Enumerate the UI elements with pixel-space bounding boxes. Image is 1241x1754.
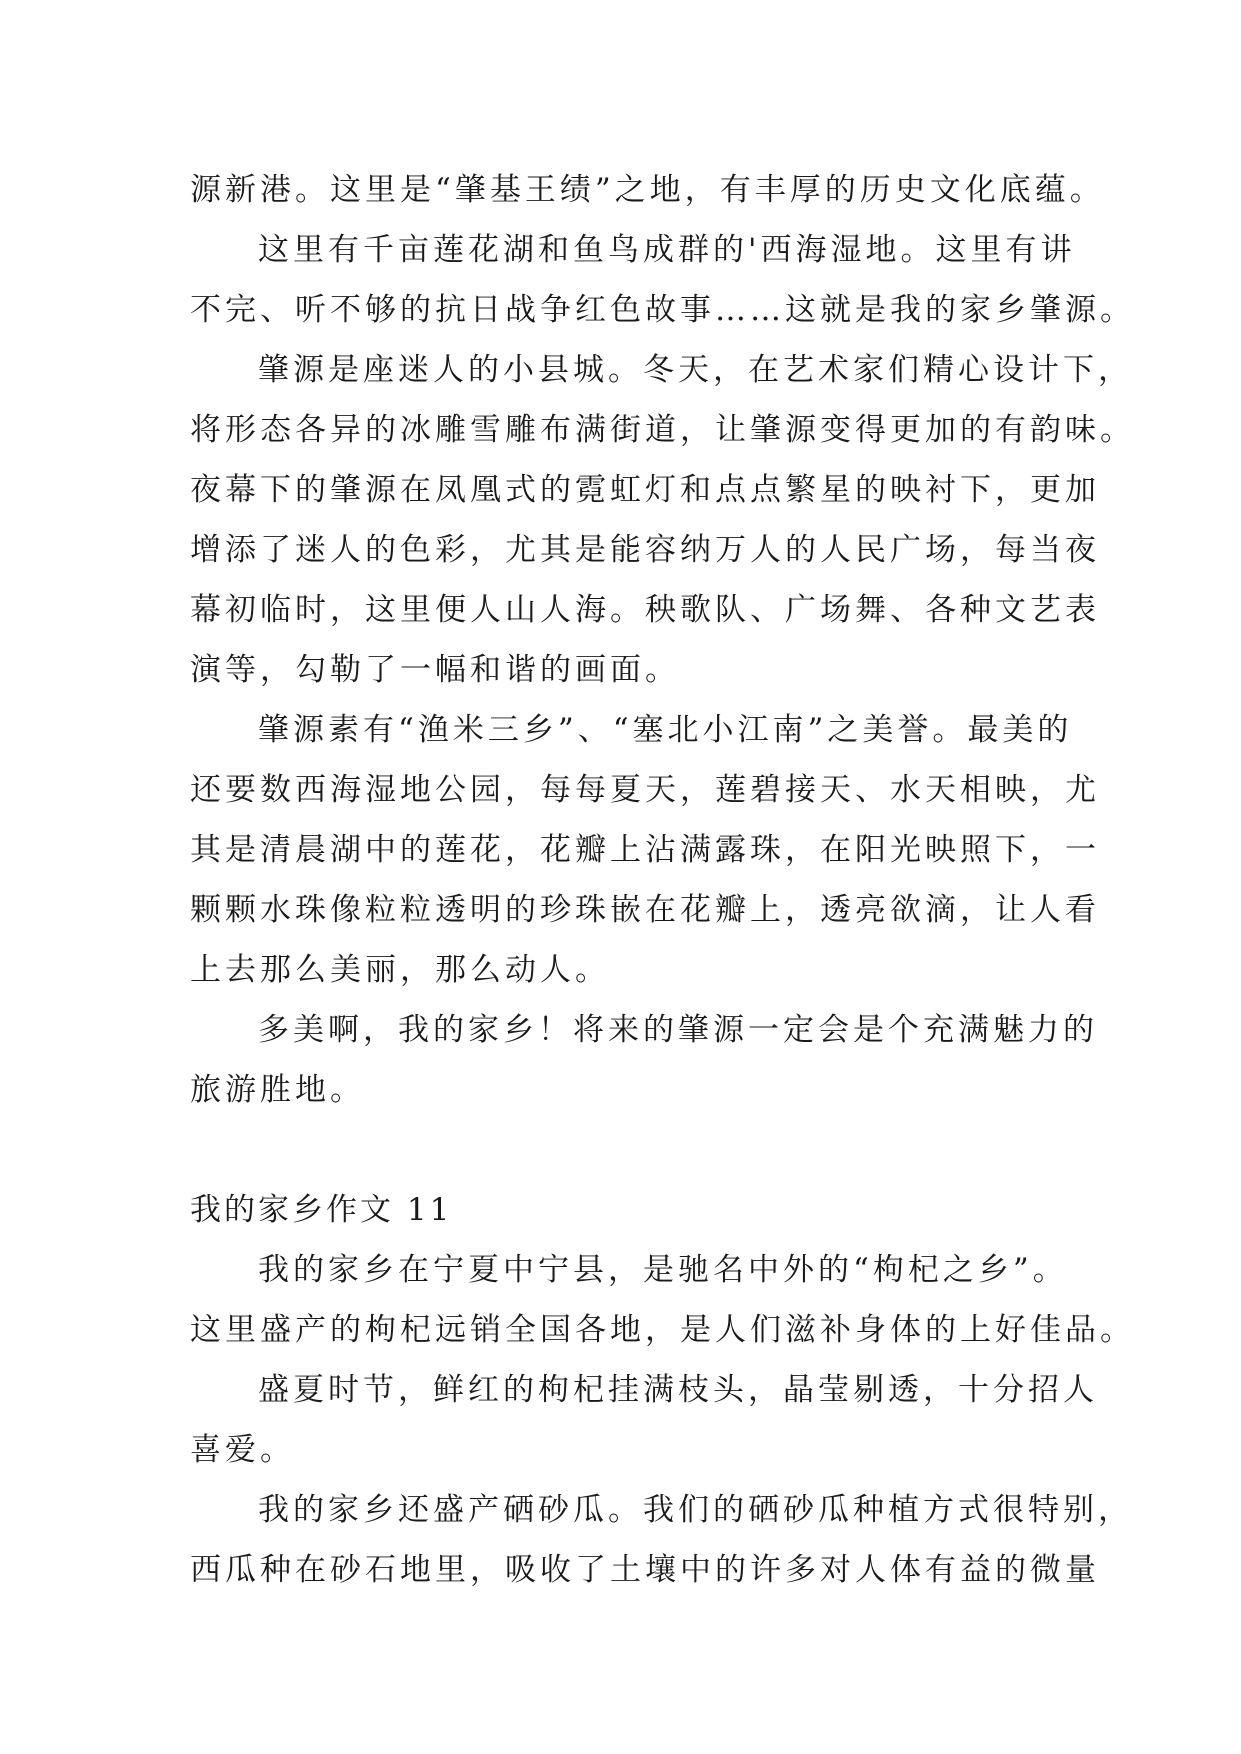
text-line: 盛夏时节，鲜红的枸杞挂满枝头，晶莹剔透，十分招人 xyxy=(258,1372,1098,1408)
text-line: 这里有千亩莲花湖和鱼鸟成群的'西海湿地。这里有讲 xyxy=(258,232,1076,268)
text-line: 多美啊，我的家乡！将来的肇源一定会是个充满魅力的 xyxy=(258,1012,1098,1048)
text-line: 喜爱。 xyxy=(190,1432,295,1468)
text-line: 增添了迷人的色彩，尤其是能容纳万人的人民广场，每当夜 xyxy=(190,532,1100,568)
text-line: 还要数西海湿地公园，每每夏天，莲碧接天、水天相映，尤 xyxy=(190,772,1100,808)
text-line: 上去那么美丽，那么动人。 xyxy=(190,952,610,988)
text-line: 肇源素有“渔米三乡”、“塞北小江南”之美誉。最美的 xyxy=(258,712,1073,748)
section-gap xyxy=(190,1120,1090,1180)
text-line: 夜幕下的肇源在凤凰式的霓虹灯和点点繁星的映衬下，更加 xyxy=(190,472,1100,508)
section-title: 我的家乡作文 11 xyxy=(190,1192,453,1228)
text-line: 将形态各异的冰雕雪雕布满街道，让肇源变得更加的有韵味。 xyxy=(190,412,1135,448)
text-line: 源新港。这里是“肇基王绩”之地，有丰厚的历史文化底蕴。 xyxy=(190,172,1105,208)
text-line: 颗颗水珠像粒粒透明的珍珠嵌在花瓣上，透亮欲滴，让人看 xyxy=(190,892,1100,928)
text-line: 我的家乡在宁夏中宁县，是驰名中外的“枸杞之乡”。 xyxy=(258,1252,1068,1288)
text-line: 演等，勾勒了一幅和谐的画面。 xyxy=(190,652,680,688)
text-line: 其是清晨湖中的莲花，花瓣上沾满露珠，在阳光映照下，一 xyxy=(190,832,1100,868)
text-line: 幕初临时，这里便人山人海。秧歌队、广场舞、各种文艺表 xyxy=(190,592,1100,628)
text-line: 旅游胜地。 xyxy=(190,1072,365,1108)
text-line: 西瓜种在砂石地里，吸收了土壤中的许多对人体有益的微量 xyxy=(190,1552,1100,1588)
text-line: 不完、听不够的抗日战争红色故事……这就是我的家乡肇源。 xyxy=(190,292,1135,328)
document-body xyxy=(190,160,1135,1600)
text-line: 这里盛产的枸杞远销全国各地，是人们滋补身体的上好佳品。 xyxy=(190,1312,1135,1348)
text-line: 肇源是座迷人的小县城。冬天，在艺术家们精心设计下， xyxy=(258,352,1133,388)
text-line: 我的家乡还盛产硒砂瓜。我们的硒砂瓜种植方式很特别， xyxy=(258,1492,1133,1528)
